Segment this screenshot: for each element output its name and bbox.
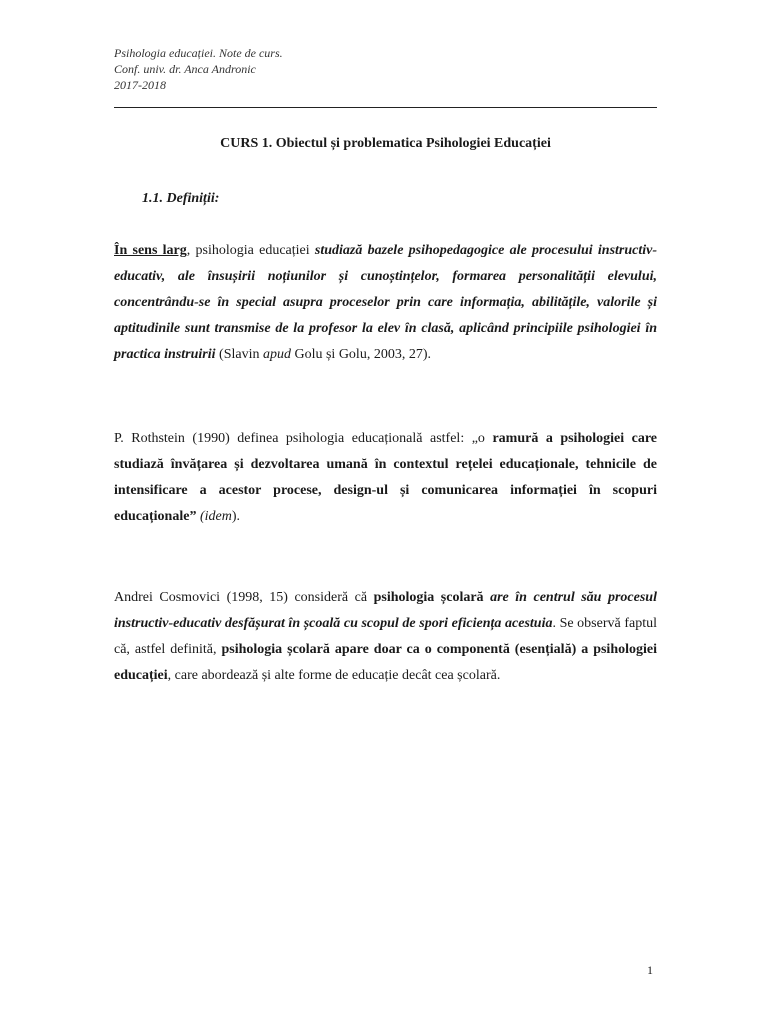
emphasis-statement: psihologia școlară apare doar ca o componentă (esențială) a psihologiei educației (114, 642, 657, 683)
text-run: (Slavin (215, 347, 263, 362)
emphasis-term: psihologia școlară (373, 590, 484, 605)
text-run: P. Rothstein (1990) definea psihologia educațională astfel: „o (114, 431, 493, 446)
emphasis-quote: ramură a psihologiei care studiază învățarea și dezvoltarea umană în contextul rețelei educaționale, tehnicile de intensificare a acestor procese, design-ul și comunicarea informației în scopuri educaționale” (114, 431, 657, 524)
text-run: Andrei Cosmovici (1998, 15) consideră că (114, 590, 374, 605)
emphasis-definition: studiază bazele psihopedagogice ale procesului instructiv-educativ, ale însușirii noțiunilor și cunoștințelor, formarea personalității elevului, concentrându-se în special asupra proceselor prin care informația, abilitățile, valorile și aptitudinile sunt transmise de la profesor la elev în clasă, aplicând principiile psihologiei în practica instruirii (114, 243, 658, 362)
citation-run: Golu și Golu, 2003, 27). (290, 347, 431, 362)
emphasis-term: În sens larg (114, 243, 187, 258)
header-divider (114, 107, 657, 108)
text-run: . Se observă faptul că, astfel definită, (114, 616, 657, 657)
header-academic-year: 2017-2018 (114, 78, 166, 92)
italic-run: (idem (199, 509, 232, 524)
section-heading: 1.1. Definiții: (142, 191, 220, 206)
page-number: 1 (647, 963, 653, 977)
paragraph-definition-broad (114, 238, 657, 368)
emphasis-definition: are în centrul său procesul instructiv-educativ desfășurat în școală cu scopul de spori eficiența acestuia (114, 590, 657, 631)
italic-run: apud (262, 347, 291, 362)
text-run: , psihologia educației (186, 243, 315, 258)
paragraph-rothstein (114, 426, 657, 530)
running-header (114, 45, 283, 93)
text-run: ). (231, 509, 241, 524)
header-course-title: Psihologia educației. Note de curs. (114, 46, 283, 60)
text-run: , care abordează și alte forme de educație decât cea școlară. (167, 668, 501, 683)
page-title: CURS 1. Obiectul și problematica Psihologiei Educației (220, 136, 551, 151)
paragraph-cosmovici (114, 585, 657, 689)
header-author: Conf. univ. dr. Anca Andronic (114, 62, 256, 76)
